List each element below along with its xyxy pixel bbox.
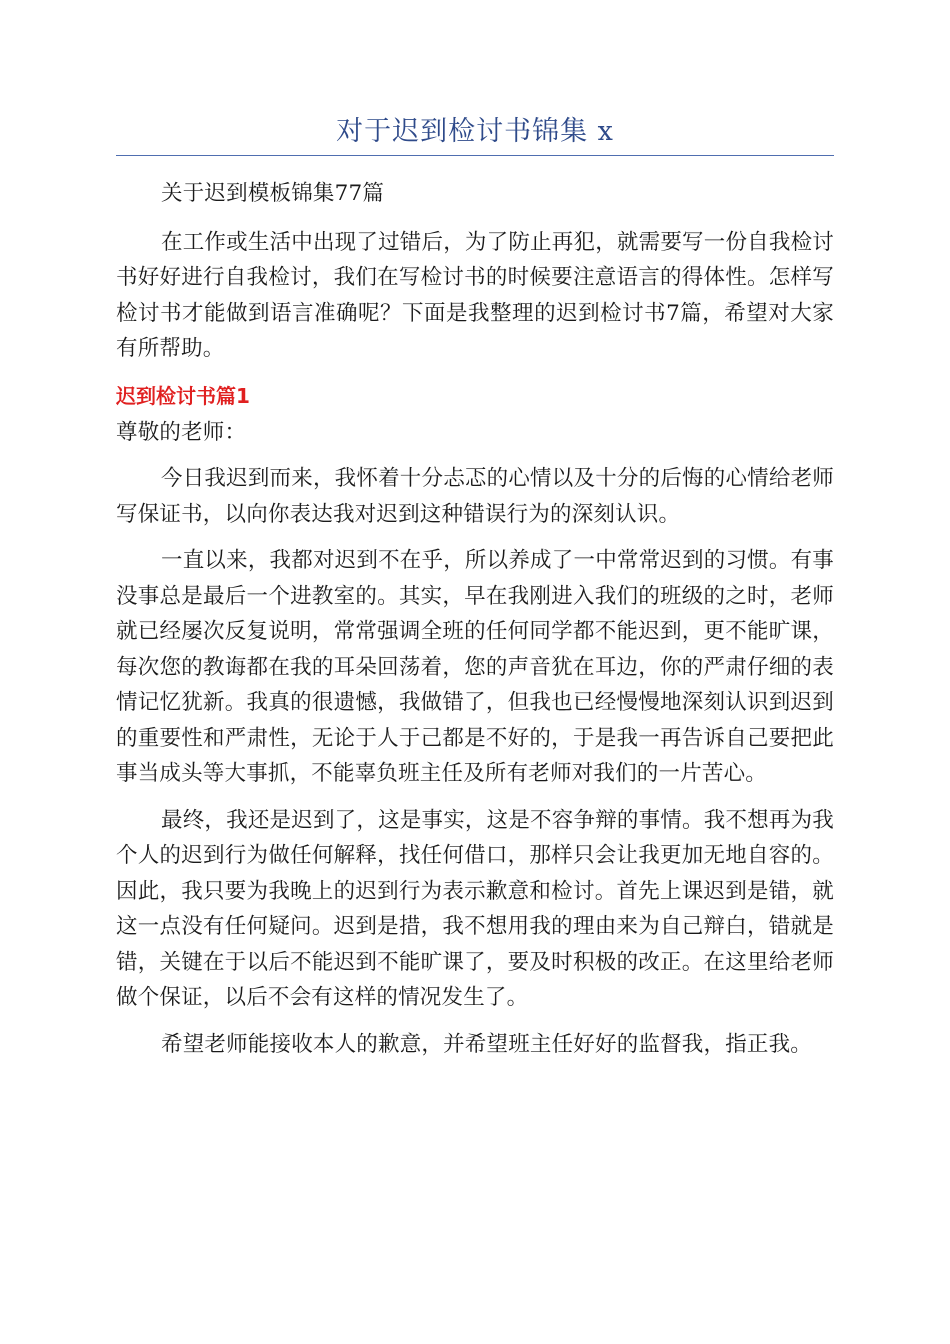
body-paragraph: 最终，我还是迟到了，这是事实，这是不容争辩的事情。我不想再为我个人的迟到行为做任何解释，找任何借口，那样只会让我更加无地自容的。因此，我只要为我晚上的迟到行为表示歉意和检讨。首先上课迟到是错，就这一点没有任何疑问。迟到是措，我不想用我的理由来为自己辩白，错就是错，关键在于以后不能迟到不能旷课了，要及时积极的改正。在这里给老师做个保证，以后不会有这样的情况发生了。	[116, 807, 834, 1010]
body-paragraph: 希望老师能接收本人的歉意，并希望班主任好好的监督我，指正我。	[161, 1031, 813, 1057]
intro-paragraph: 在工作或生活中出现了过错后，为了防止再犯，就需要写一份自我检讨书好好进行自我检讨，我们在写检讨书的时候要注意语言的得体性。怎样写检讨书才能做到语言准确呢？下面是我整理的迟到检讨书7篇，希望对大家有所帮助。	[116, 229, 834, 361]
body-paragraph: 一直以来，我都对迟到不在乎，所以养成了一中常常迟到的习惯。有事没事总是最后一个进教室的。其实，早在我刚进入我们的班级的之时，老师就已经屡次反复说明，常常强调全班的任何同学都不能迟到，更不能旷课，每次您的教诲都在我的耳朵回荡着，您的声音犹在耳边，你的严肃仔细的表情记忆犹新。我真的很遗憾，我做错了，但我也已经慢慢地深刻认识到迟到的重要性和严肃性，无论于人于己都是不好的，于是我一再告诉自己要把此事当成头等大事抓，不能辜负班主任及所有老师对我们的一片苦心。	[116, 548, 834, 786]
document-body	[116, 176, 834, 1062]
document-title: 对于迟到检讨书锦集 x	[336, 116, 614, 147]
body-paragraph: 今日我迟到而来，我怀着十分忐忑的心情以及十分的后悔的心情给老师写保证书，以向你表达我对迟到这种错误行为的深刻认识。	[116, 466, 834, 527]
subtitle: 关于迟到模板锦集77篇	[161, 181, 385, 206]
salutation: 尊敬的老师：	[116, 419, 247, 445]
title-underline	[116, 155, 834, 156]
section-heading: 迟到检讨书篇1	[116, 383, 250, 408]
